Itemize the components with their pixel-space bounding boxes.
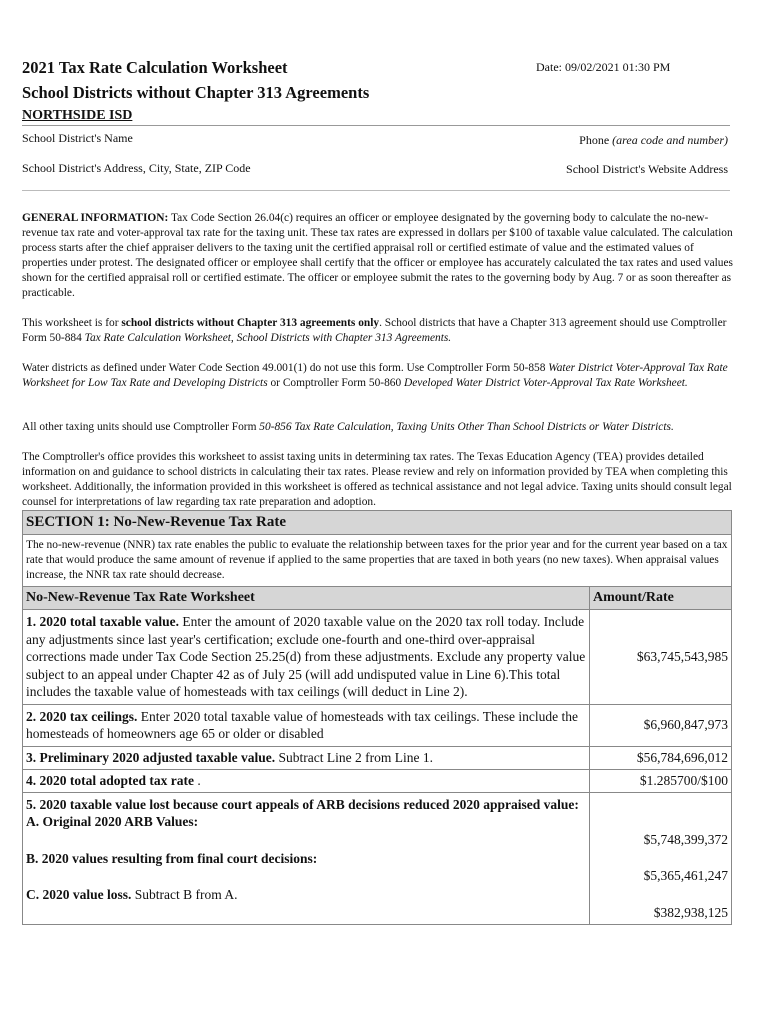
section1-title: SECTION 1: No-New-Revenue Tax Rate [23, 511, 732, 535]
address-label: School District's Address, City, State, ZIP Code [22, 161, 251, 175]
phone-label: Phone (area code and number) [579, 133, 728, 147]
line2-description: 2. 2020 tax ceilings. Enter 2020 total taxable value of homesteads with tax ceilings. These include the homesteads of homeowners age 65 or older or disabled [23, 704, 590, 746]
line3-amount: $56,784,696,012 [590, 746, 732, 769]
water-district-paragraph: Water districts as defined under Water Code Section 49.001(1) do not use this form. Use Comptroller Form 50-858 Water District Voter-Approval Tax Rate Worksheet for Low Tax Rate and Developing Districts or Comptroller Form 50-860 Developed Water District Voter-Approval Tax Rate Worksheet. [22, 362, 728, 389]
general-information: GENERAL INFORMATION: Tax Code Section 26.04(c) requires an officer or employee designated by the governing body to calculate the no-new-revenue tax rate and voter-approval tax rate for the taxing unit. These tax rates are expressed in dollars per $100 of taxable value calculated. The calculation process starts after the chief appraiser delivers to the taxing unit the certified appraisal roll or certified estimate of value and the estimated values of properties under protest. The designated officer or employee shall certify that the officer or employee has accurately calculated the tax rates and used values shown for the certified appraisal roll or certified estimate. The officer or employee submit the rates to the governing body by Aug. 7 or as soon thereafter as practicable. [22, 212, 733, 299]
worksheet-subtitle: School Districts without Chapter 313 Agreements [22, 83, 370, 102]
district-name: NORTHSIDE ISD [22, 108, 133, 123]
address-field-line [22, 190, 730, 191]
line5a-amount: $5,748,399,372 [643, 831, 728, 847]
other-units-paragraph: All other taxing units should use Comptroller Form 50-856 Tax Rate Calculation, Taxing Units Other Than School Districts or Water Districts. [22, 421, 674, 433]
table-row [23, 792, 732, 925]
website-label: School District's Website Address [566, 162, 728, 176]
comptroller-paragraph: The Comptroller's office provides this worksheet to assist taxing units in determining tax rates. The Texas Education Agency (TEA) provides detailed information on and guidance to school districts in calculating their tax rates. Please review and rely on information provided by TEA when completing this worksheet. Additionally, the information provided in this worksheet is offered as technical assistance and not legal advice. Taxing units should consult legal counsel for interpretations of law regarding tax rate preparation and adoption. [22, 451, 732, 508]
date-stamp: Date: 09/02/2021 01:30 PM [536, 60, 671, 74]
line1-description: 1. 2020 total taxable value. Enter the amount of 2020 taxable value on the 2020 tax roll today. Include any adjustments since last year's certification; exclude one-fourth and one-third over-appraisal corrections made under Tax Code Section 25.25(d) from these adjustments. Exclude any property value subject to an appeal under Chapter 42 as of July 25 (will add undisputed value in Line 6).This total includes the taxable value of homesteads with tax ceilings (will deduct in Line 2). [23, 610, 590, 705]
line5c-label: C. 2020 value loss. Subtract B from A. [26, 887, 238, 902]
line1-amount: $63,745,543,985 [590, 610, 732, 705]
line5-description [23, 792, 590, 925]
section1-description: The no-new-revenue (NNR) tax rate enables the public to evaluate the relationship between taxes for the prior year and for the current year based on a tax rate that would produce the same amount of revenue if applied to the same properties that are taxed in both years (no new taxes). When appraisal values increase, the NNR tax rate should decrease. [23, 535, 732, 587]
line5-heading: 5. 2020 taxable value lost because court appeals of ARB decisions reduced 2020 appraised value: [26, 796, 579, 812]
line4-description: 4. 2020 total adopted tax rate . [23, 769, 590, 792]
table-row [23, 704, 732, 746]
line5c-amount: $382,938,125 [653, 904, 728, 920]
table-row [23, 610, 732, 705]
scope-paragraph: This worksheet is for school districts without Chapter 313 agreements only. School districts that have a Chapter 313 agreement should use Comptroller Form 50-884 Tax Rate Calculation Worksheet, School Districts with Chapter 313 Agreements. [22, 317, 727, 344]
table-row [23, 746, 732, 769]
district-name-label: School District's Name [22, 131, 133, 145]
line4-amount: $1.285700/$100 [590, 769, 732, 792]
line5b-label: B. 2020 values resulting from final court decisions: [26, 850, 318, 866]
line5-amounts [590, 792, 732, 925]
worksheet-title: 2021 Tax Rate Calculation Worksheet [22, 58, 288, 77]
col-worksheet-header: No-New-Revenue Tax Rate Worksheet [23, 587, 590, 610]
line3-description: 3. Preliminary 2020 adjusted taxable value. Subtract Line 2 from Line 1. [23, 746, 590, 769]
line5b-amount: $5,365,461,247 [643, 868, 728, 883]
section1-table [22, 510, 732, 925]
line5a-label: A. Original 2020 ARB Values: [26, 814, 199, 829]
table-row [23, 769, 732, 792]
col-amount-header: Amount/Rate [590, 587, 732, 610]
line2-amount: $6,960,847,973 [590, 704, 732, 746]
name-field-line [22, 125, 730, 126]
